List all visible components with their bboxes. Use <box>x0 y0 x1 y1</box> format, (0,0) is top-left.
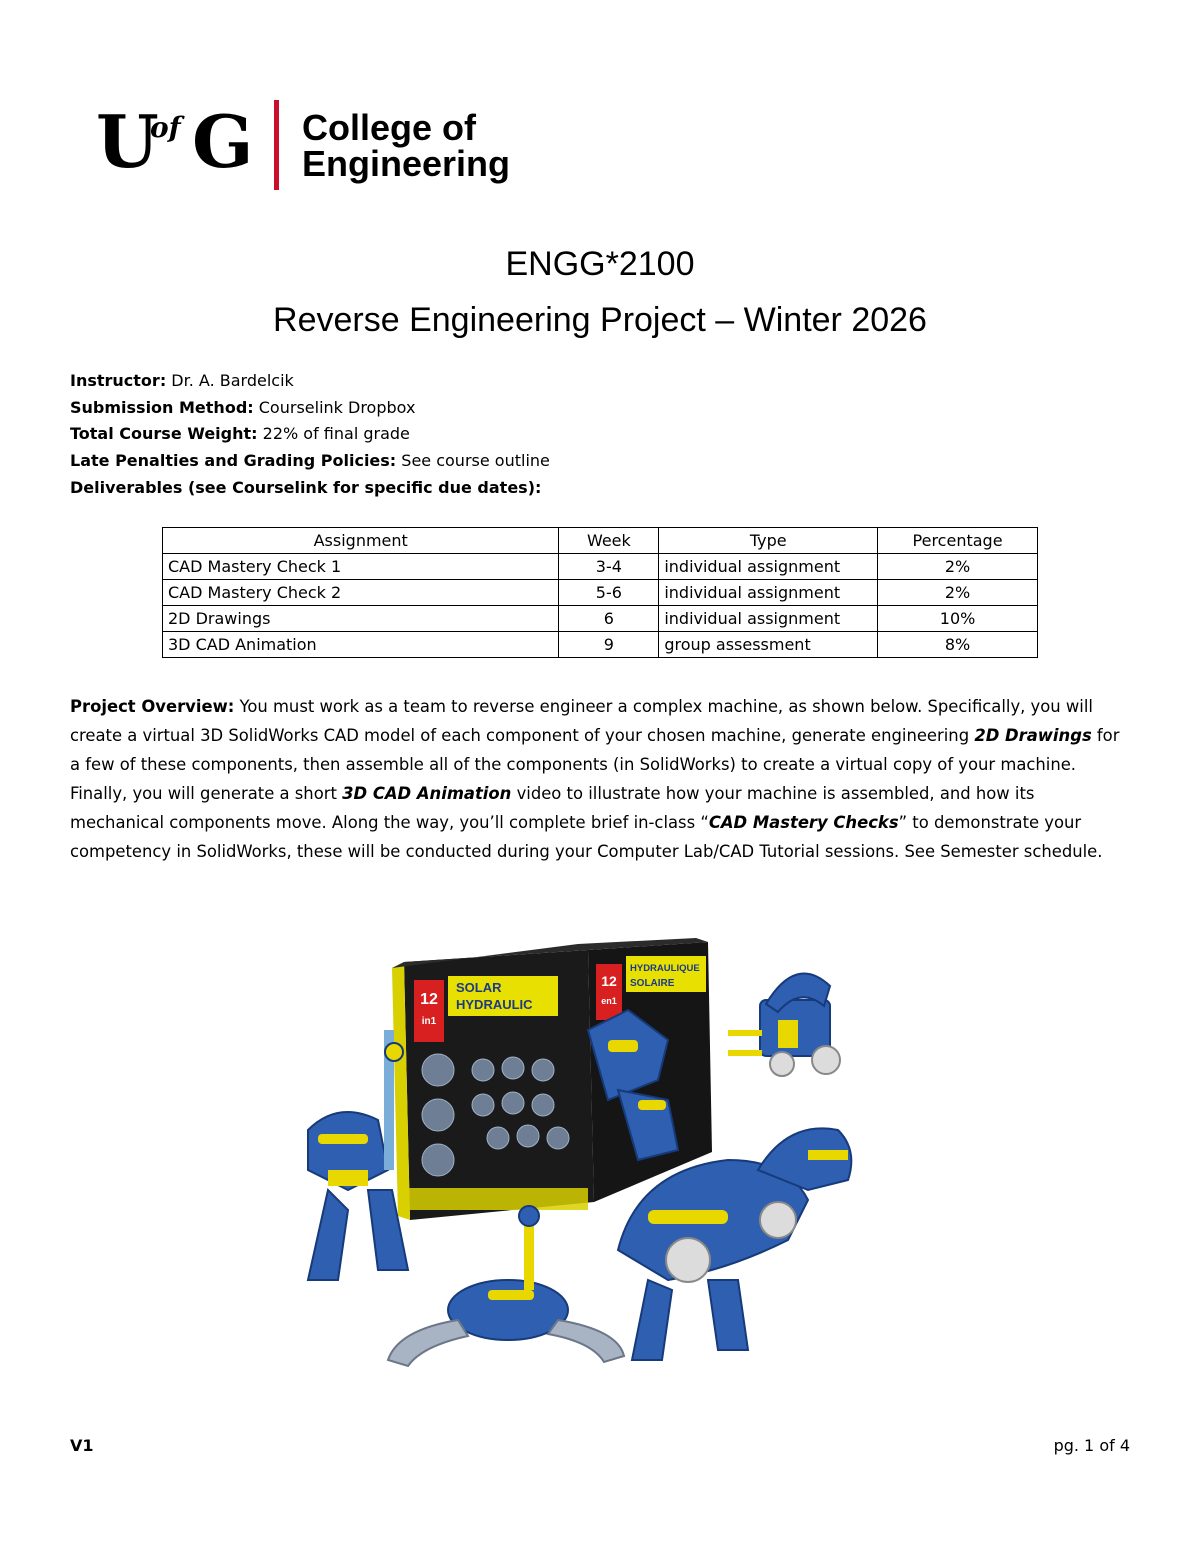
info-value: Dr. A. Bardelcik <box>166 371 294 390</box>
logo-letter-u: U <box>96 99 159 184</box>
box-count-right: 12 <box>601 973 617 989</box>
logo-line-1: College of <box>302 107 477 148</box>
box-in-right: en1 <box>601 996 617 1006</box>
logo-line-2: Engineering <box>302 143 511 184</box>
column-header-week: Week <box>559 528 659 554</box>
college-logo <box>96 100 536 192</box>
stem-letter: S <box>406 1002 413 1012</box>
column-header-percentage: Percentage <box>878 528 1038 554</box>
overview-text: You must work as a team to reverse engineer a complex machine, as shown below. Specifically, you will create a virtual 3D SolidWorks CAD model of each component of your chosen machine, generate engineering <box>70 697 1093 745</box>
table-row <box>163 554 1038 580</box>
table-row <box>163 580 1038 606</box>
project-overview <box>70 692 1132 866</box>
cell-week: 3-4 <box>559 554 659 580</box>
emphasis-2d-drawings: 2D Drawings <box>974 726 1092 745</box>
column-header-type: Type <box>659 528 878 554</box>
emphasis-cad-mastery-checks: CAD Mastery Checks <box>708 813 899 832</box>
info-value: (see Courselink for specific due dates): <box>182 478 542 497</box>
box-title-solaire: SOLAIRE <box>630 978 675 989</box>
overview-text: video to illustrate how your machine is assembled, and how its mechanical components move. Along the way, you’ll complete brief in-class “ <box>70 784 1035 832</box>
table-header-row <box>163 528 1038 554</box>
table-row <box>163 606 1038 632</box>
box-title-hydraulic: HYDRAULIC <box>456 997 533 1012</box>
cell-assignment: CAD Mastery Check 2 <box>163 580 559 606</box>
logo-letters-of: of <box>150 111 181 144</box>
cell-type: group assessment <box>659 632 878 658</box>
deliverables-table <box>162 527 1038 658</box>
stem-letter: M <box>406 1062 414 1072</box>
cell-assignment: 3D CAD Animation <box>163 632 559 658</box>
logo-letter-g: G <box>192 99 254 184</box>
overview-label: Project Overview: <box>70 697 235 716</box>
cell-week: 9 <box>559 632 659 658</box>
cell-percentage: 2% <box>878 580 1038 606</box>
info-late-penalties <box>70 451 550 471</box>
box-in-left: in1 <box>421 1016 437 1027</box>
cell-week: 6 <box>559 606 659 632</box>
box-title-hydraulique: HYDRAULIQUE <box>630 963 700 974</box>
box-count-left: 12 <box>420 991 438 1008</box>
info-submission <box>70 398 415 418</box>
cell-type: individual assignment <box>659 554 878 580</box>
info-label: Late Penalties and Grading Policies: <box>70 451 397 470</box>
footer-page-number: pg. 1 of 4 <box>1053 1436 1130 1455</box>
product-photo <box>288 920 888 1390</box>
info-label: Submission Method: <box>70 398 254 417</box>
info-value: 22% of final grade <box>257 424 410 443</box>
page-title: Reverse Engineering Project – Winter 2026 <box>273 301 927 339</box>
course-code: ENGG*2100 <box>505 245 695 283</box>
robot-forklift <box>728 974 840 1076</box>
cell-type: individual assignment <box>659 580 878 606</box>
info-label: Deliverables <box>70 478 183 497</box>
robot-walker-left <box>308 1030 408 1280</box>
table-row <box>163 632 1038 658</box>
cell-week: 5-6 <box>559 580 659 606</box>
info-label: Instructor: <box>70 371 167 390</box>
overview-text: ” to demonstrate your competency in SolidWorks, these will be conducted during your Computer Lab/CAD Tutorial sessions. See Semester schedule. <box>70 813 1103 861</box>
stem-letter: E <box>406 1042 413 1052</box>
column-header-assignment: Assignment <box>163 528 559 554</box>
robot-crab-center <box>388 1206 624 1366</box>
cell-type: individual assignment <box>659 606 878 632</box>
product-box <box>392 938 712 1220</box>
stem-letter: T <box>406 1022 412 1032</box>
cell-percentage: 2% <box>878 554 1038 580</box>
logo-college-name <box>302 107 511 184</box>
info-instructor <box>70 371 294 391</box>
info-value: Courselink Dropbox <box>253 398 416 417</box>
footer-version: V1 <box>70 1436 94 1455</box>
box-title-solar: SOLAR <box>456 980 502 995</box>
emphasis-3d-cad-animation: 3D CAD Animation <box>342 784 512 803</box>
cell-assignment: 2D Drawings <box>163 606 559 632</box>
info-deliverables <box>70 478 541 498</box>
info-label: Total Course Weight: <box>70 424 258 443</box>
cell-percentage: 8% <box>878 632 1038 658</box>
logo-divider <box>274 100 279 190</box>
cell-assignment: CAD Mastery Check 1 <box>163 554 559 580</box>
cell-percentage: 10% <box>878 606 1038 632</box>
info-value: See course outline <box>396 451 550 470</box>
overview-text: for a few of these components, then assemble all of the components (in SolidWorks) to create a virtual copy of your machine. Finally, you will generate a short <box>70 726 1120 803</box>
info-weight <box>70 424 410 444</box>
